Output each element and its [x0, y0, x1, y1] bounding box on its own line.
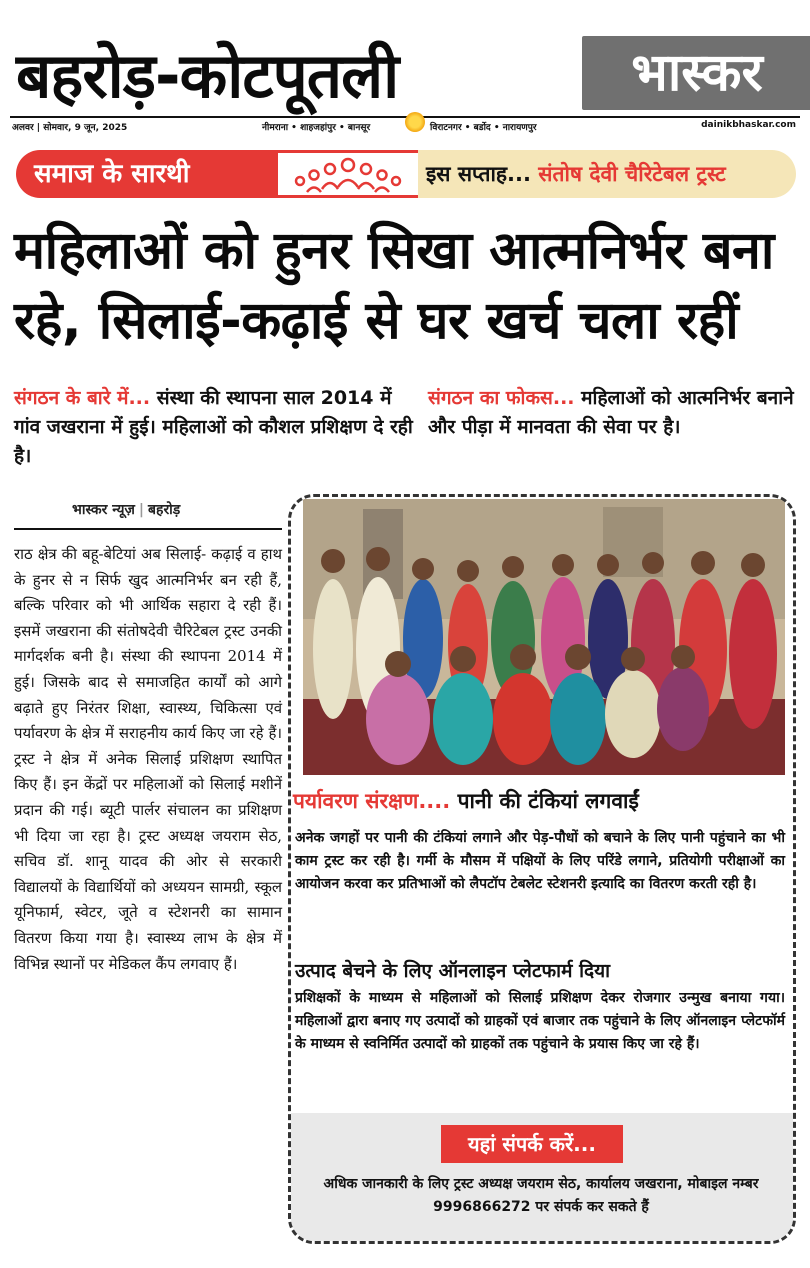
article-body: राठ क्षेत्र की बहू-बेटियां अब सिलाई- कढ़ाई व हाथ के हुनर से न सिर्फ खुद आत्मनिर्भर बन रही हैं, बल्कि परिवार को भी आर्थिक सहारा दे रही हैं। इसमें जखराना की संतोषदेवी चैरिटेबल ट्रस्ट उनकी मार्गदर्शक बनी है। संस्था की स्थापना 2014 में हुई। जिसके बाद से समाजहित कार्यों को आगे बढ़ाते हुए निरंतर शिक्षा, स्वास्थ्य, चिकित्सा एवं पर्यावरण के क्षेत्र में सराहनीय कार्य किए जा रहे हैं। ट्रस्ट ने क्षेत्र में अनेक सिलाई प्रशिक्षण स्थापित किए हैं। इन केंद्रों पर महिलाओं को सिलाई मशीनें प्रदान की गई। ब्यूटी पार्लर संचालन का प्रशिक्षण भी दिया जा रहा है। ट्रस्ट अध्यक्ष जयराम सेठ, सचिव डॉ. शानू यादव की ओर से सरकारी विद्यालयों के विद्यार्थियों को अध्ययन सामग्री, स्कूल यूनिफार्म, स्वेटर, जूते व स्टेशनरी का सामान वितरण किया गया है। स्वास्थ्य लाभ के क्षेत्र में विभिन्न स्थानों पर मेडिकल कैंप लगवाए हैं।: [14, 528, 282, 1248]
group-photo: [303, 499, 785, 775]
about-label: संगठन के बारे में...: [14, 387, 151, 409]
series-week-name: संतोष देवी चैरिटेबल ट्रस्ट: [538, 162, 726, 186]
organization-about: [14, 384, 414, 471]
environment-label: पर्यावरण संरक्षण....: [293, 789, 451, 813]
byline-place: बहरोड़: [148, 502, 181, 518]
series-week-title: [418, 150, 796, 198]
masthead: [12, 36, 802, 116]
focus-label: संगठन का फोकस...: [428, 387, 575, 409]
series-week-lead: इस सप्ताह...: [426, 162, 531, 186]
people-group-icon: [288, 157, 408, 197]
group-photo-illustration: [303, 499, 785, 775]
contact-section: [291, 1113, 796, 1244]
edition-towns-right: विराटनगर • बर्डोद • नारायणपुर: [430, 123, 537, 133]
contact-button[interactable]: यहां संपर्क करें...: [441, 1125, 623, 1163]
series-people-graphic: [278, 150, 418, 198]
masthead-title: बहरोड़-कोटपूतली: [16, 39, 399, 112]
organization-focus: [428, 384, 798, 442]
byline-agency: भास्कर न्यूज़: [72, 502, 135, 518]
focus-text: महिलाओं को आत्मनिर्भर बनाने और पीड़ा में मानवता की सेवा पर है।: [428, 387, 794, 438]
edition-date: अलवर | सोमवार, 9 जून, 2025: [12, 123, 128, 133]
online-platform-text: प्रशिक्षकों के माध्यम से महिलाओं को सिलाई प्रशिक्षण देकर रोजगार उन्मुख बनाया गया। महिलाओं द्वारा बनाए गए उत्पादों को ग्राहकों एवं बाजार तक पहुंचाने के लिए ऑनलाइन प्लेटफॉर्म के माध्यम से स्वनिर्मित उत्पादों को ग्राहकों तक पहुंचाने के प्रयास किए जा रहे हैं।: [295, 990, 785, 1052]
environment-title: पानी की टंकियां लगवाईं: [457, 789, 639, 813]
online-platform-heading: उत्पाद बेचने के लिए ऑनलाइन प्लेटफार्म दिया: [295, 960, 611, 982]
side-box: [288, 494, 796, 1244]
edition-towns-left: नीमराना • शाहजहांपुर • बानसूर: [262, 123, 371, 133]
website-url[interactable]: dainikbhaskar.com: [701, 120, 796, 130]
series-banner: [16, 150, 796, 198]
main-headline: महिलाओं को हुनर सिखा आत्मनिर्भर बना रहे, सिलाई-कढ़ाई से घर खर्च चला रहीं: [14, 221, 774, 351]
masthead-brand-logo: भास्कर: [582, 36, 810, 110]
sun-logo-icon: [405, 112, 425, 132]
series-label: समाज के सारथी: [16, 150, 278, 198]
environment-heading: [293, 787, 639, 815]
about-text: संस्था की स्थापना साल 2014 में गांव जखराना में हुई। महिलाओं को कौशल प्रशिक्षण दे रही है।: [14, 387, 413, 467]
contact-text: अधिक जानकारी के लिए ट्रस्ट अध्यक्ष जयराम सेठ, कार्यालय जखराना, मोबाइल नम्बर 9996866272 पर संपर्क कर सकते हैं: [323, 1176, 759, 1215]
date-bar: [10, 116, 800, 133]
byline: भास्कर न्यूज़ | बहरोड़: [72, 502, 181, 518]
environment-text: अनेक जगहों पर पानी की टंकियां लगाने और पेड़-पौधों को बचाने के लिए पानी पहुंचाने का भी काम ट्रस्ट कर रही है। गर्मी के मौसम में पक्षियों के लिए परिंडे लगाने, प्रतियोगी परीक्षाओं का आयोजन करवा कर प्रतिभाओं को लैपटॉप टेबलेट स्टेशनरी इत्यादि का वितरण करती रही है।: [295, 830, 785, 892]
